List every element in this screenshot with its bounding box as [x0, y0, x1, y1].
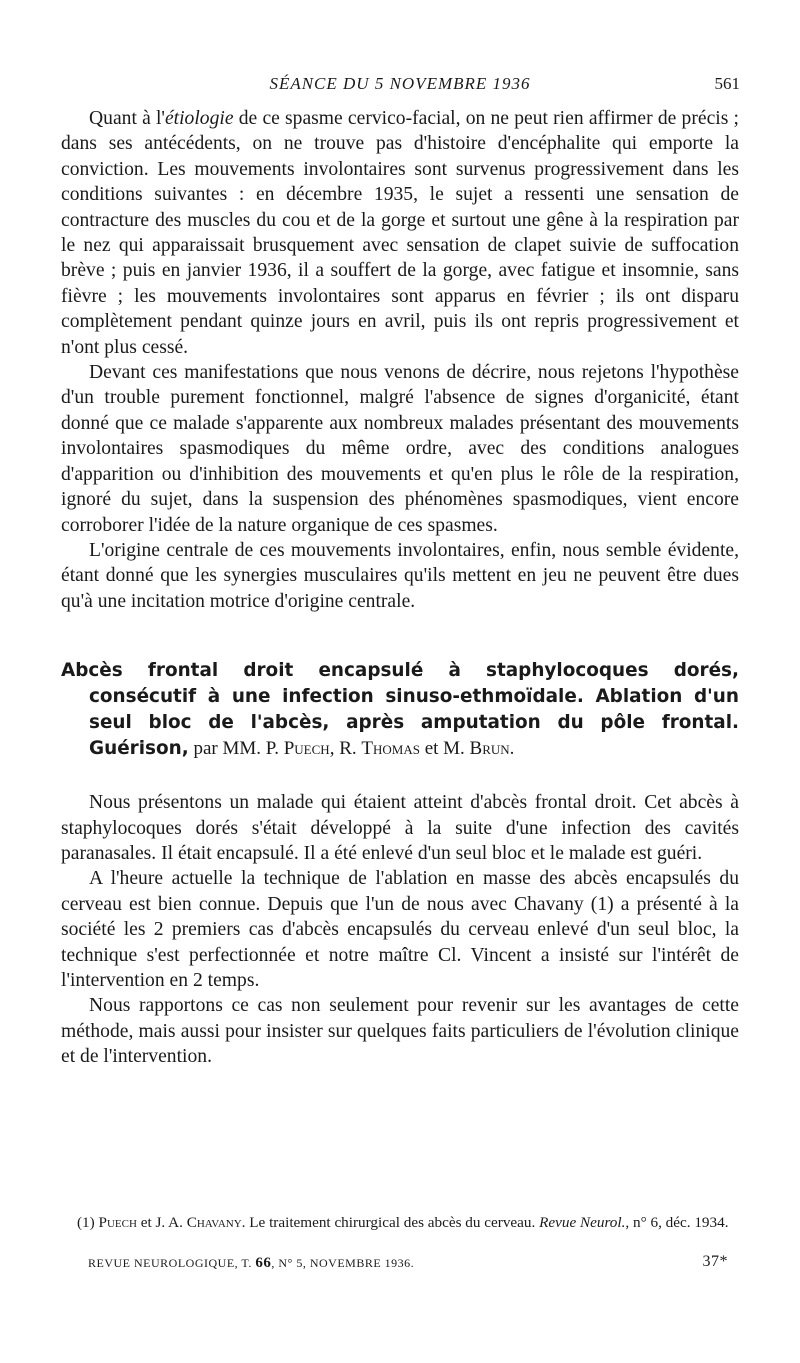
- spacer: [61, 762, 739, 790]
- page-footer: [88, 1255, 728, 1277]
- section-heading: [61, 658, 739, 762]
- paragraph: Nous rapportons ce cas non seulement pour revenir sur les avantages de cette méthode, mais aussi pour insister sur quelques faits particuliers de l'évolution clinique et de l'intervention.: [61, 995, 739, 1068]
- article-body: [61, 106, 739, 1070]
- section-authors: par MM. P. Puech, R. Thomas et M. Brun.: [188, 738, 515, 760]
- paragraph: Quant à l'étiologie de ce spasme cervico-facial, on ne peut rien affirmer de précis ; dans ses antécédents, on ne trouve pas d'histoire d'encéphalite qui emporte la conviction. Les mouvements involontaires sont survenus progressivement dans les conditions suivantes : en décembre 1935, le sujet a ressenti une sensation de contracture des muscles du cou et de la gorge et surtout une gêne à la respiration par le nez qui apparaissait brusquement avec sensation de clapet suivie de suffocation brève ; puis en janvier 1936, il a souffert de la gorge, avec fatigue et insomnie, sans fièvre ; les mouvements involontaires sont apparus en février ; ils ont disparu complètement pendant quinze jours en avril, puis ils ont repris progressivement et n'ont plus cessé.: [61, 108, 739, 358]
- paragraph: L'origine centrale de ces mouvements involontaires, enfin, nous semble évidente, étant donné que les synergies musculaires qu'ils mettent en jeu ne peuvent être dues qu'à une incitation motrice d'origine centrale.: [61, 539, 739, 612]
- paragraph: A l'heure actuelle la technique de l'ablation en masse des abcès encapsulés du cerveau est bien connue. Depuis que l'un de nous avec Chavany (1) a présenté à la société les 2 premiers cas d'abcès encapsulés du cerveau enlevé d'un seul bloc, la technique s'est perfectionnée et notre maître Cl. Vincent a insisté sur l'intérêt de l'intervention en 2 temps.: [61, 868, 739, 991]
- emphasis: étiologie: [164, 108, 234, 129]
- signature-mark: 37*: [702, 1253, 728, 1270]
- running-head: [60, 74, 740, 98]
- paragraph: Nous présentons un malade qui étaient atteint d'abcès frontal droit. Cet abcès à staphylocoques dorés s'était développé à la suite d'une infection des cavités paranasales. Il était encapsulé. Il a été enlevé d'un seul bloc et le malade est guéri.: [61, 792, 739, 864]
- section-title: Abcès frontal droit encapsulé à staphylocoques dorés, consécutif à une infection sinuso-ethmoïdale. Ablation d'un seul bloc de l'abcès, après amputation du pôle frontal. Guérison,: [61, 660, 739, 760]
- running-title: SÉANCE DU 5 NOVEMBRE 1936: [269, 74, 531, 93]
- footnote: (1) Puech et J. A. Chavany. Le traitement chirurgical des abcès du cerveau. Revue Neurol., n° 6, déc. 1934.: [77, 1214, 729, 1231]
- journal-reference: REVUE NEUROLOGIQUE, T. 66, N° 5, NOVEMBRE 1936.: [88, 1255, 415, 1271]
- page-number: 561: [714, 74, 740, 93]
- paragraph: Devant ces manifestations que nous venons de décrire, nous rejetons l'hypothèse d'un trouble purement fonctionnel, malgré l'absence de signes d'organicité, étant donné que ce malade s'apparente aux nombreux malades présentant des mouvements involontaires spasmodiques du même ordre, avec des conditions analogues d'apparition ou d'inhibition des mouvements et qu'en plus le rôle de la respiration, ignoré du sujet, dans la suspension des phénomènes spasmodiques, vient encore corroborer l'idée de la nature organique de ces spasmes.: [61, 362, 739, 536]
